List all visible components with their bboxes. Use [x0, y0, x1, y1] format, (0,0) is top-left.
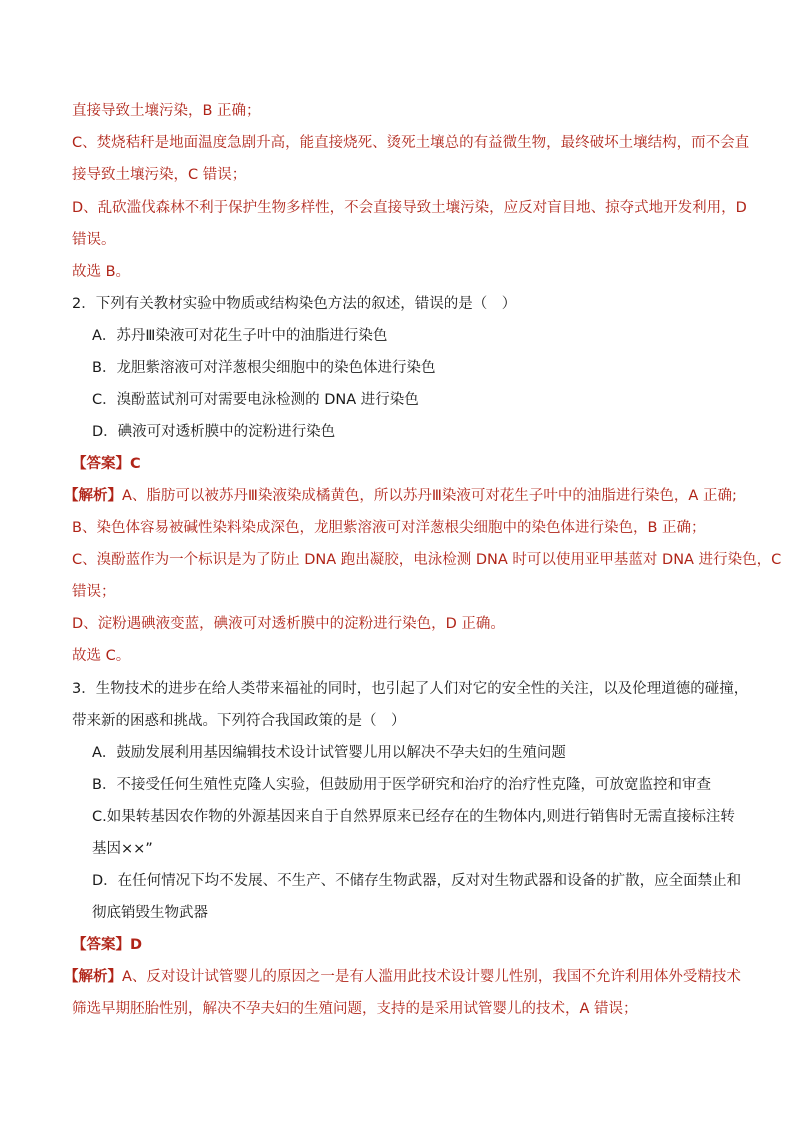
q3-analysis-line-1 [64, 967, 741, 987]
prev-conclusion: 故选 B。 [72, 264, 131, 280]
q2-option-c: C．溴酚蓝试剂可对需要电泳检测的 DNA 进行染色 [92, 392, 419, 408]
q2-analysis-line-3: C、溴酚蓝作为一个标识是为了防止 DNA 跑出凝胶，电泳检测 DNA 时可以使用亚甲基蓝对 DNA 进行染色，C [72, 552, 782, 568]
q2-conclusion: 故选 C。 [72, 648, 131, 664]
q3-stem-line-1: 3．生物技术的进步在给人类带来福祉的同时，也引起了人们对它的安全性的关注，以及伦理道德的碰撞， [72, 681, 749, 697]
prev-analysis-line-4: D、乱砍滥伐森林不利于保护生物多样性，不会直接导致土壤污染，应反对盲目地、掠夺式地开发利用，D [72, 200, 747, 216]
prev-analysis-line-5: 错误。 [72, 232, 116, 248]
q2-option-b: B．龙胆紫溶液可对洋葱根尖细胞中的染色体进行染色 [92, 360, 436, 376]
q3-answer [72, 935, 142, 955]
q3-analysis-tag: 【解析】 [64, 969, 122, 985]
q2-stem: 2．下列有关教材实验中物质或结构染色方法的叙述，错误的是（ ） [72, 296, 517, 312]
q3-analysis-line-2: 筛选早期胚胎性别，解决不孕夫妇的生殖问题，支持的是采用试管婴儿的技术，A 错误； [72, 1001, 638, 1017]
prev-analysis-line-2: C、焚烧秸秆是地面温度急剧升高，能直接烧死、烫死土壤总的有益微生物，最终破坏土壤结构，而不会直 [72, 135, 750, 151]
q3-answer-tag: 【答案】 [72, 937, 130, 953]
prev-analysis-line-3: 接导致土壤污染，C 错误； [72, 167, 247, 183]
prev-analysis-line-1: 直接导致土壤污染，B 正确； [72, 103, 261, 119]
q2-answer [72, 454, 141, 474]
q2-analysis-line-4: 错误； [72, 584, 116, 600]
q3-option-a: A．鼓励发展利用基因编辑技术设计试管婴儿用以解决不孕夫妇的生殖问题 [92, 745, 566, 761]
q3-answer-value: D [130, 937, 143, 953]
q2-analysis-text-1: A、脂肪可以被苏丹Ⅲ染液染成橘黄色，所以苏丹Ⅲ染液可对花生子叶中的油脂进行染色，A 正确; [122, 488, 737, 504]
q2-analysis-line-5: D、淀粉遇碘液变蓝，碘液可对透析膜中的淀粉进行染色，D 正确。 [72, 616, 505, 632]
q3-option-c-line-2: 基因××” [92, 841, 153, 857]
q2-analysis-line-1 [64, 486, 737, 506]
q2-analysis-line-2: B、染色体容易被碱性染料染成深色，龙胆紫溶液可对洋葱根尖细胞中的染色体进行染色，B 正确； [72, 520, 706, 536]
q3-option-d-line-2: 彻底销毁生物武器 [92, 905, 208, 921]
q3-analysis-text-1: A、反对设计试管婴儿的原因之一是有人滥用此技术设计婴儿性别，我国不允许利用体外受精技术 [122, 969, 741, 985]
q3-stem-line-2: 带来新的困惑和挑战。下列符合我国政策的是（ ） [72, 713, 406, 729]
q3-option-d-line-1: D．在任何情况下均不发展、不生产、不储存生物武器，反对对生物武器和设备的扩散，应全面禁止和 [92, 873, 742, 889]
q2-answer-value: C [130, 456, 141, 472]
q2-option-d: D．碘液可对透析膜中的淀粉进行染色 [92, 424, 336, 440]
q3-option-c-line-1: C.如果转基因农作物的外源基因来自于自然界原来已经存在的生物体内,则进行销售时无需直接标注转 [92, 809, 735, 825]
q3-option-b: B．不接受任何生殖性克隆人实验，但鼓励用于医学研究和治疗的治疗性克隆，可放宽监控和审查 [92, 777, 711, 793]
q2-analysis-tag: 【解析】 [64, 488, 122, 504]
q2-answer-tag: 【答案】 [72, 456, 130, 472]
q2-option-a: A．苏丹Ⅲ染液可对花生子叶中的油脂进行染色 [92, 328, 388, 344]
